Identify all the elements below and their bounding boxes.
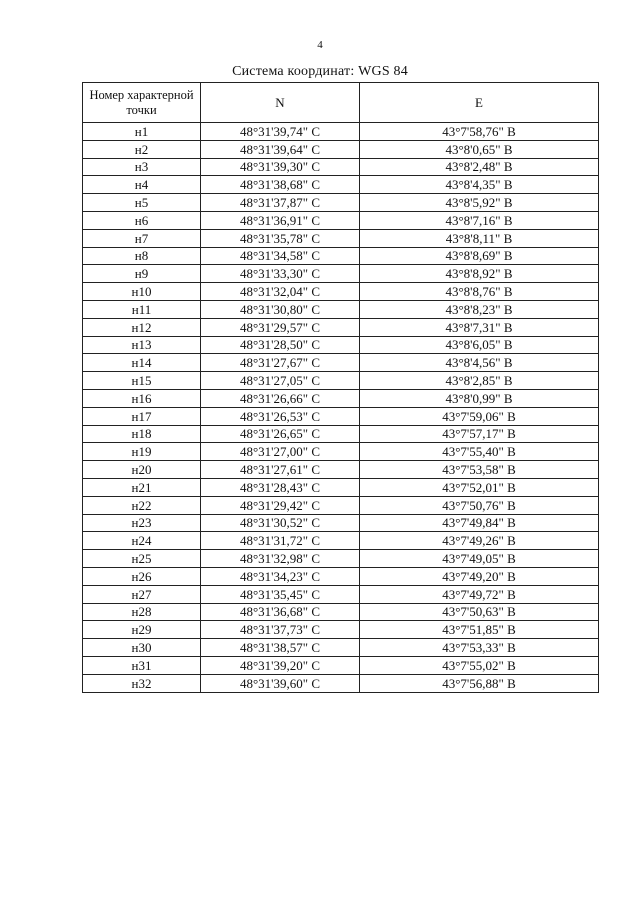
table-row [83, 389, 599, 407]
table-row [83, 265, 599, 283]
latitude-cell: 48°31'27,00" С [201, 443, 360, 461]
point-number-cell: н13 [83, 336, 201, 354]
latitude-cell: 48°31'27,67" С [201, 354, 360, 372]
table-row [83, 621, 599, 639]
latitude-cell: 48°31'37,87" С [201, 194, 360, 212]
longitude-cell: 43°8'6,05" В [360, 336, 599, 354]
point-number-cell: н25 [83, 550, 201, 568]
longitude-cell: 43°8'2,85" В [360, 372, 599, 390]
latitude-cell: 48°31'32,04" С [201, 283, 360, 301]
table-row [83, 425, 599, 443]
point-number-cell: н17 [83, 407, 201, 425]
longitude-cell: 43°7'56,88" В [360, 674, 599, 692]
table-row [83, 318, 599, 336]
latitude-cell: 48°31'28,43" С [201, 478, 360, 496]
point-number-cell: н3 [83, 158, 201, 176]
table-row [83, 461, 599, 479]
latitude-cell: 48°31'33,30" С [201, 265, 360, 283]
longitude-cell: 43°8'7,31" В [360, 318, 599, 336]
point-number-cell: н29 [83, 621, 201, 639]
point-number-cell: н28 [83, 603, 201, 621]
point-number-cell: н6 [83, 211, 201, 229]
point-number-cell: н16 [83, 389, 201, 407]
table-row [83, 532, 599, 550]
longitude-cell: 43°8'5,92" В [360, 194, 599, 212]
table-row [83, 123, 599, 141]
point-number-cell: н2 [83, 140, 201, 158]
longitude-cell: 43°7'52,01" В [360, 478, 599, 496]
longitude-cell: 43°7'49,20" В [360, 567, 599, 585]
table-row [83, 478, 599, 496]
longitude-cell: 43°7'49,72" В [360, 585, 599, 603]
longitude-cell: 43°8'8,11" В [360, 229, 599, 247]
longitude-cell: 43°7'53,33" В [360, 639, 599, 657]
latitude-cell: 48°31'39,20" С [201, 656, 360, 674]
latitude-cell: 48°31'32,98" С [201, 550, 360, 568]
longitude-cell: 43°8'8,69" В [360, 247, 599, 265]
table-row [83, 229, 599, 247]
latitude-cell: 48°31'36,91" С [201, 211, 360, 229]
longitude-cell: 43°7'50,76" В [360, 496, 599, 514]
table-row [83, 656, 599, 674]
point-number-cell: н14 [83, 354, 201, 372]
longitude-cell: 43°7'58,76" В [360, 123, 599, 141]
point-number-cell: н10 [83, 283, 201, 301]
point-number-cell: н30 [83, 639, 201, 657]
header-point-number: Номер характерной точки [83, 83, 201, 123]
coordinates-table [82, 82, 599, 693]
longitude-cell: 43°8'2,48" В [360, 158, 599, 176]
table-row [83, 211, 599, 229]
longitude-cell: 43°7'55,40" В [360, 443, 599, 461]
longitude-cell: 43°7'53,58" В [360, 461, 599, 479]
point-number-cell: н5 [83, 194, 201, 212]
table-row [83, 496, 599, 514]
longitude-cell: 43°8'8,92" В [360, 265, 599, 283]
point-number-cell: н8 [83, 247, 201, 265]
longitude-cell: 43°8'8,23" В [360, 300, 599, 318]
point-number-cell: н24 [83, 532, 201, 550]
longitude-cell: 43°7'57,17" В [360, 425, 599, 443]
latitude-cell: 48°31'30,52" С [201, 514, 360, 532]
table-row [83, 283, 599, 301]
point-number-cell: н20 [83, 461, 201, 479]
latitude-cell: 48°31'29,42" С [201, 496, 360, 514]
table-row [83, 639, 599, 657]
latitude-cell: 48°31'38,57" С [201, 639, 360, 657]
latitude-cell: 48°31'39,60" С [201, 674, 360, 692]
point-number-cell: н27 [83, 585, 201, 603]
latitude-cell: 48°31'26,65" С [201, 425, 360, 443]
table-row [83, 354, 599, 372]
table-row [83, 550, 599, 568]
latitude-cell: 48°31'27,05" С [201, 372, 360, 390]
longitude-cell: 43°8'0,99" В [360, 389, 599, 407]
longitude-cell: 43°8'4,56" В [360, 354, 599, 372]
latitude-cell: 48°31'26,66" С [201, 389, 360, 407]
table-row [83, 372, 599, 390]
longitude-cell: 43°7'50,63" В [360, 603, 599, 621]
table-row [83, 194, 599, 212]
table-row [83, 567, 599, 585]
latitude-cell: 48°31'34,23" С [201, 567, 360, 585]
page-number: 4 [317, 39, 323, 51]
point-number-cell: н9 [83, 265, 201, 283]
latitude-cell: 48°31'34,58" С [201, 247, 360, 265]
longitude-cell: 43°7'49,05" В [360, 550, 599, 568]
point-number-cell: н22 [83, 496, 201, 514]
point-number-cell: н18 [83, 425, 201, 443]
latitude-cell: 48°31'35,78" С [201, 229, 360, 247]
coordinate-system-title: Система координат: WGS 84 [232, 64, 408, 79]
point-number-cell: н32 [83, 674, 201, 692]
point-number-cell: н23 [83, 514, 201, 532]
table-row [83, 443, 599, 461]
latitude-cell: 48°31'37,73" С [201, 621, 360, 639]
table-row [83, 514, 599, 532]
longitude-cell: 43°7'55,02" В [360, 656, 599, 674]
latitude-cell: 48°31'27,61" С [201, 461, 360, 479]
table-header-row [83, 83, 599, 123]
latitude-cell: 48°31'28,50" С [201, 336, 360, 354]
point-number-cell: н7 [83, 229, 201, 247]
latitude-cell: 48°31'38,68" С [201, 176, 360, 194]
point-number-cell: н11 [83, 300, 201, 318]
longitude-cell: 43°7'59,06" В [360, 407, 599, 425]
latitude-cell: 48°31'30,80" С [201, 300, 360, 318]
longitude-cell: 43°8'4,35" В [360, 176, 599, 194]
latitude-cell: 48°31'39,74" С [201, 123, 360, 141]
point-number-cell: н4 [83, 176, 201, 194]
latitude-cell: 48°31'31,72" С [201, 532, 360, 550]
header-n: N [201, 83, 360, 123]
point-number-cell: н12 [83, 318, 201, 336]
point-number-cell: н26 [83, 567, 201, 585]
point-number-cell: н1 [83, 123, 201, 141]
latitude-cell: 48°31'35,45" С [201, 585, 360, 603]
latitude-cell: 48°31'39,30" С [201, 158, 360, 176]
table-row [83, 300, 599, 318]
table-body [83, 123, 599, 693]
longitude-cell: 43°8'8,76" В [360, 283, 599, 301]
longitude-cell: 43°7'51,85" В [360, 621, 599, 639]
longitude-cell: 43°7'49,84" В [360, 514, 599, 532]
table-row [83, 140, 599, 158]
point-number-cell: н15 [83, 372, 201, 390]
table-row [83, 603, 599, 621]
latitude-cell: 48°31'26,53" С [201, 407, 360, 425]
table-row [83, 585, 599, 603]
point-number-cell: н31 [83, 656, 201, 674]
longitude-cell: 43°8'0,65" В [360, 140, 599, 158]
point-number-cell: н19 [83, 443, 201, 461]
latitude-cell: 48°31'29,57" С [201, 318, 360, 336]
table-row [83, 176, 599, 194]
table-row [83, 247, 599, 265]
table-row [83, 336, 599, 354]
point-number-cell: н21 [83, 478, 201, 496]
longitude-cell: 43°7'49,26" В [360, 532, 599, 550]
longitude-cell: 43°8'7,16" В [360, 211, 599, 229]
table-row [83, 674, 599, 692]
latitude-cell: 48°31'36,68" С [201, 603, 360, 621]
table-row [83, 407, 599, 425]
table-row [83, 158, 599, 176]
header-e: E [360, 83, 599, 123]
latitude-cell: 48°31'39,64" С [201, 140, 360, 158]
